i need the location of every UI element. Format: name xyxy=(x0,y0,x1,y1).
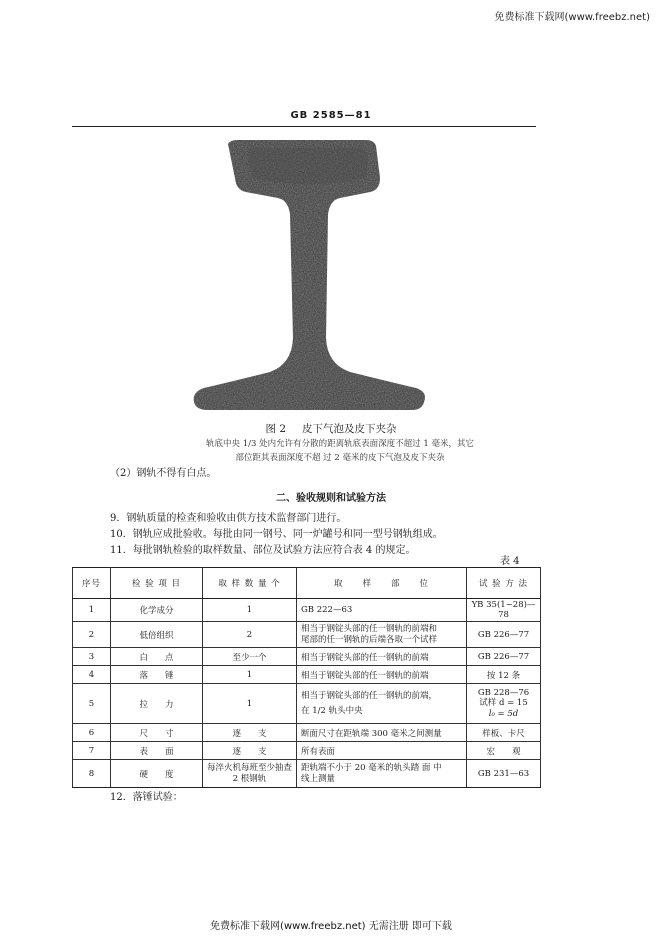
figure-caption xyxy=(0,421,662,436)
cell-method-line: GB 228—76 xyxy=(477,687,530,698)
cell-no: 6 xyxy=(73,724,111,742)
cell-item: 表 面 xyxy=(111,742,203,760)
cell-qty: 至少一个 xyxy=(203,648,297,666)
cell-location-line: 尾部的任一钢轨的后端各取一个试样 xyxy=(301,634,438,645)
table-row xyxy=(73,666,541,684)
cell-item: 白 点 xyxy=(111,648,203,666)
cell-location xyxy=(297,684,467,724)
standard-code: GB 2585—81 xyxy=(290,110,372,121)
header-location: 取 样 部 位 xyxy=(297,568,467,599)
cell-item: 拉 力 xyxy=(111,684,203,724)
table-row xyxy=(73,742,541,760)
cell-qty: 每淬火机每班至少抽查 2 根钢轨 xyxy=(203,760,297,788)
cell-method: GB 226—77 xyxy=(467,648,541,666)
cell-location xyxy=(297,760,467,788)
header-qty: 取 样 数 量 个 xyxy=(203,568,297,599)
cell-location: 断面尺寸在距轨端 300 毫米之间测量 xyxy=(297,724,467,742)
bottom-watermark: 免费标准下载网(www.freebz.net) 无需注册 即可下载 xyxy=(210,921,452,932)
para-white-spots: （2）钢轨不得有白点。 xyxy=(110,468,217,479)
table-row xyxy=(73,599,541,622)
table-row xyxy=(73,622,541,648)
cell-method xyxy=(467,684,541,724)
table-label: 表 4 xyxy=(500,556,520,567)
table-row xyxy=(73,684,541,724)
figure-note-line-2: 部位距其表面深度不超 过 2 毫米的皮下气泡及皮下夹杂 xyxy=(235,453,445,463)
top-watermark: 免费标准下载网(www.freebz.net) xyxy=(494,12,650,23)
rail-head-highlight xyxy=(248,148,368,184)
para-12-drop-test: 12．落锤试验： xyxy=(110,792,183,803)
cell-method: 按 12 条 xyxy=(467,666,541,684)
cell-location-line: 相当于钢锭头部的任一钢轨的前端， xyxy=(301,690,438,701)
cell-method: GB 231—63 xyxy=(467,760,541,788)
cell-location-line: 线上测量 xyxy=(301,773,336,784)
figure-note-line-1: 轨底中央 1/3 处内允许有分散的距离轨底表面深度不超过 1 毫米，其它 xyxy=(206,439,474,449)
cell-no: 2 xyxy=(73,622,111,648)
cell-no: 3 xyxy=(73,648,111,666)
cell-qty: 逐 支 xyxy=(203,742,297,760)
cell-item: 硬 度 xyxy=(111,760,203,788)
cell-location-line: 在 1/2 轨头中央 xyxy=(301,705,363,716)
cell-location xyxy=(297,622,467,648)
inspection-table xyxy=(72,567,541,788)
cell-method: 样板、卡尺 xyxy=(467,724,541,742)
para-10: 10．钢轨应成批验收。每批由同一钢号、同一炉罐号和同一型号钢轨组成。 xyxy=(110,529,443,540)
cell-item: 落 锤 xyxy=(111,666,203,684)
figure-caption-title: 皮下气泡及皮下夹杂 xyxy=(302,423,397,435)
table-row xyxy=(73,760,541,788)
cell-location: 相当于钢锭头部的任一钢轨的前端 xyxy=(297,666,467,684)
table-header-row xyxy=(73,568,541,599)
cell-location-line: 相当于钢锭头部的任一钢轨的前端和 xyxy=(301,623,438,634)
section-heading: 二、验收规则和试验方法 xyxy=(276,493,386,504)
table-row xyxy=(73,648,541,666)
cell-qty: 逐 支 xyxy=(203,724,297,742)
cell-qty: 2 xyxy=(203,622,297,648)
cell-no: 8 xyxy=(73,760,111,788)
cell-qty: 1 xyxy=(203,684,297,724)
header-no: 序号 xyxy=(73,568,111,599)
cell-location: 相当于钢锭头部的任一钢轨的前端 xyxy=(297,648,467,666)
figure-caption-label: 图 2 xyxy=(265,423,287,435)
cell-item: 低倍组织 xyxy=(111,622,203,648)
header-rule xyxy=(72,126,536,127)
para-9: 9．钢轨质量的检查和验收由供方技术监督部门进行。 xyxy=(110,513,347,524)
cell-no: 7 xyxy=(73,742,111,760)
cell-item: 化学成分 xyxy=(111,599,203,622)
cell-location: GB 222—63 xyxy=(297,599,467,622)
header-method: 试 验 方 法 xyxy=(467,568,541,599)
cell-item: 尺 寸 xyxy=(111,724,203,742)
cell-qty: 1 xyxy=(203,599,297,622)
header-item: 检 验 项 目 xyxy=(111,568,203,599)
cell-method: YB 35(1~28)—78 xyxy=(467,599,541,622)
cell-method-line: l₀ = 5d xyxy=(488,708,519,719)
cell-no: 4 xyxy=(73,666,111,684)
cell-location: 所有表面 xyxy=(297,742,467,760)
cell-no: 1 xyxy=(73,599,111,622)
rail-cross-section-figure xyxy=(190,138,430,414)
cell-no: 5 xyxy=(73,684,111,724)
cell-method-line: 试样 d = 15 xyxy=(479,698,528,709)
cell-method: 宏 观 xyxy=(467,742,541,760)
cell-location-line: 距轨端不小于 20 毫米的轨头踏 面 中 xyxy=(301,762,442,773)
para-11: 11．每批钢轨检验的取样数量、部位及试验方法应符合表 4 的规定。 xyxy=(110,545,416,556)
cell-qty: 1 xyxy=(203,666,297,684)
table-row xyxy=(73,724,541,742)
cell-method: GB 226—77 xyxy=(467,622,541,648)
